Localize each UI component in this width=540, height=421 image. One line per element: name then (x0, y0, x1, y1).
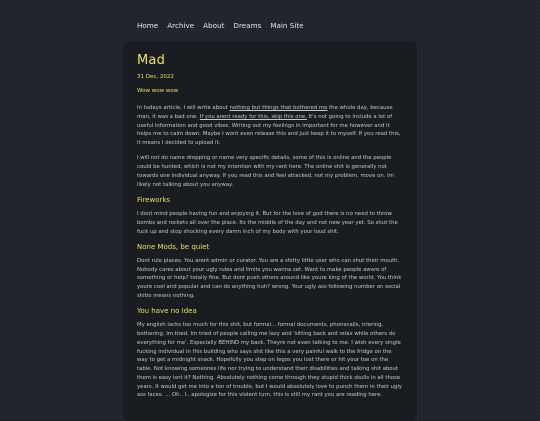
section-heading-mods: None Mods, be quiet (137, 242, 210, 251)
section-text-fireworks: I dont mind people having fun and enjoying it. But for the love of god there is no need to throw bombs and rockets all over the place. Its the middle of the day and not new year yet. So shut the fuck up and stop shocking every damn inch of my body with your loud shit. (137, 210, 398, 235)
intro-text-a: In todays article, I will write about (137, 105, 230, 111)
intro-paragraph (137, 104, 403, 148)
section-text-mods: Dont rule places. You arent admin or curator. You are a shitty little user who can shut their mouth. Nobody cares about your ugly rules and limits you wanna set. Want to make people aware of something or help? totally fine. But dont push others around like youre king of the world. You think youre cool and popular and can do anything huh? wrong. Your ugly ass following number on social shitio means nothing. (137, 257, 402, 299)
nav-dreams-link[interactable]: Dreams (233, 21, 262, 30)
disclaimer-paragraph: I will not do name dropping or name very specific details, some of this is online and the people could be hunted, which is not my intention with my rant here. The online shit is generally not towards one individual anyway. If you read this and feel attacked, not my problem. move on. Im likely not talking about you anyway. (137, 155, 394, 188)
section-heading-fireworks: Fireworks (137, 195, 171, 204)
intro-underlined-phrase: nothing but things that bothered me (229, 105, 328, 111)
post-title: Mad (137, 53, 166, 68)
main-nav (137, 21, 313, 30)
intro-text-c: It's not going to include a lot of useful information and good vibes. Writing out my feelings in important for me however and it helps me to calm down. Maybe I wont even release this and just keep it to myself. If you read this, it means I decided to upload it. (137, 113, 401, 147)
nav-about-link[interactable]: About (203, 21, 225, 30)
intro-skip-note: If you arent ready for this, skip this one. (199, 113, 307, 120)
post-date: 31 Dec, 2022 (137, 74, 174, 80)
intro-text-b: the whole day, because man, it was a bad one. (137, 105, 393, 120)
post-subtitle: Wow wow wow (137, 88, 179, 94)
post-card (123, 41, 417, 421)
nav-main-site-link[interactable]: Main Site (270, 21, 304, 30)
section-heading-no-idea: You have no Idea (137, 307, 197, 316)
nav-home-link[interactable]: Home (137, 21, 159, 30)
nav-archive-link[interactable]: Archive (167, 21, 195, 30)
section-text-no-idea: My english lacks too much for this shit, but formal... formal documents, phonecalls, triering, bothering. Im tired. Im tried of people calling me lazy and 'sitting back and relax while others do everything for me'. Especially BEHIND my back. Theyre not even talking to me. I wish every single fucking individual in this building who says shit like this a very painful walk to the fridge on the way to get a midnight snack. Hopefully you step on legos you lost there or hit your toe on the table. Not knowing someones life nor trying to understand their disabilities and talking shit about them is easy isnt it? Nothing. Absolutely nothing come through they stupid thick skulls in all those years. It would get me into a ton of trouble, but I would absolutely love to punch them in their ugly ass faces. ... Oh.. I.. apologize for this violent turn, this is still my rant you are reading here. (137, 322, 403, 399)
